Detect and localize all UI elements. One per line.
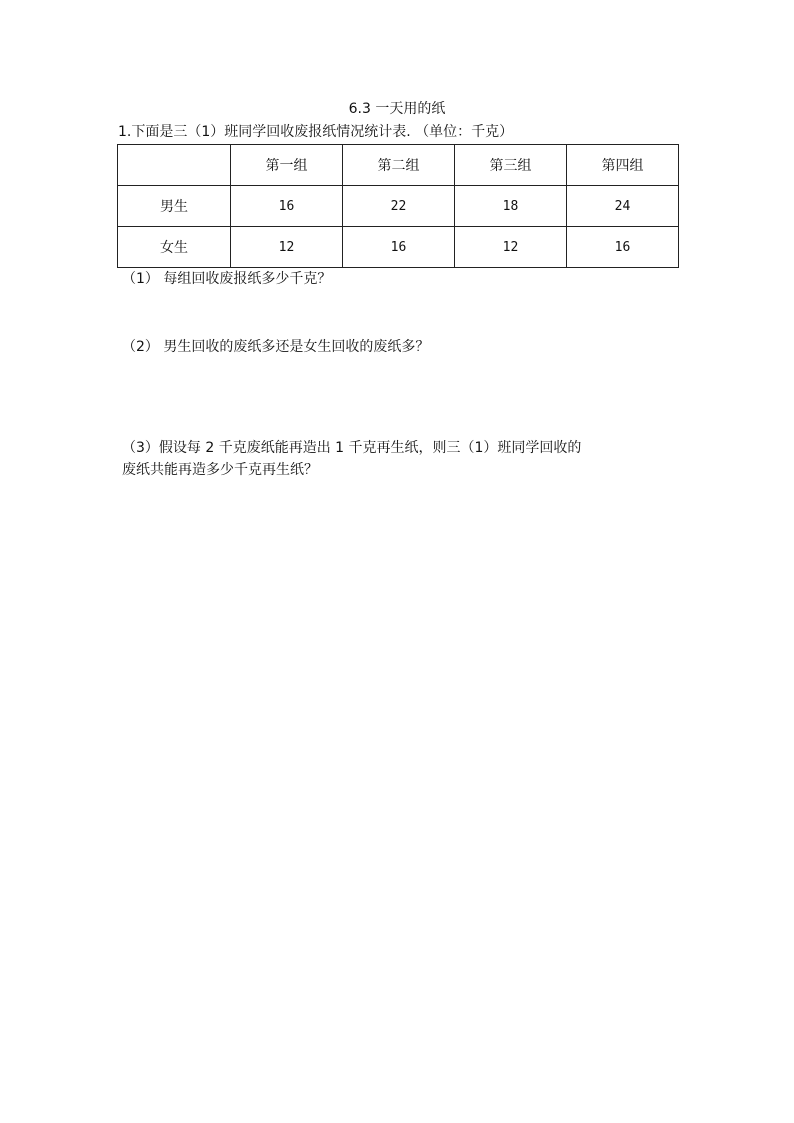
problem-intro: 1.下面是三（1）班同学回收废报纸情况统计表. （单位：千克） <box>118 124 514 140</box>
table-corner-cell <box>118 145 231 186</box>
cell-girls-group-1: 12 <box>231 227 343 268</box>
header-group-4: 第四组 <box>567 145 679 186</box>
question-3-line-2: 废纸共能再造多少千克再生纸？ <box>122 462 318 478</box>
cell-boys-group-3: 18 <box>455 186 567 227</box>
table-header-row <box>118 145 679 186</box>
cell-girls-group-4: 16 <box>567 227 679 268</box>
header-group-2: 第二组 <box>343 145 455 186</box>
row-label-girls: 女生 <box>118 227 231 268</box>
page-title: 6.3 一天用的纸 <box>348 101 446 117</box>
question-2: （2） 男生回收的废纸多还是女生回收的废纸多？ <box>122 339 430 355</box>
question-1: （1） 每组回收废报纸多少千克？ <box>122 271 332 287</box>
cell-boys-group-2: 22 <box>343 186 455 227</box>
header-group-1: 第一组 <box>231 145 343 186</box>
table-row-boys <box>118 186 679 227</box>
cell-girls-group-3: 12 <box>455 227 567 268</box>
table-row-girls <box>118 227 679 268</box>
question-3-line-1: （3）假设每 2 千克废纸能再造出 1 千克再生纸，则三（1）班同学回收的 <box>122 440 582 456</box>
waste-paper-stats-table <box>117 144 679 268</box>
header-group-3: 第三组 <box>455 145 567 186</box>
cell-girls-group-2: 16 <box>343 227 455 268</box>
cell-boys-group-4: 24 <box>567 186 679 227</box>
row-label-boys: 男生 <box>118 186 231 227</box>
cell-boys-group-1: 16 <box>231 186 343 227</box>
question-3 <box>122 437 682 481</box>
